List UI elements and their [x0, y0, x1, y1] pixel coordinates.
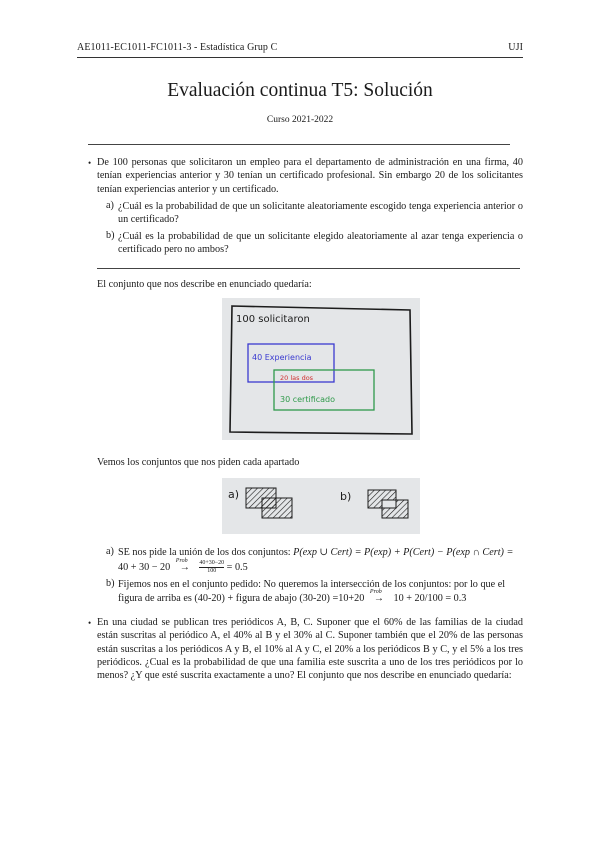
- sketch-b-intersection: [382, 500, 396, 508]
- sets-intro-text-2: Vemos los conjuntos que nos piden cada apartado: [97, 457, 300, 468]
- problem2-statement: En una ciudad se publican tres periódicos A, B, C. Suponer que el 60% de las familias de la ciudad están suscritas al periódico A, el 40% al B y el 30% al C. Suponer también que el 20% de las personas están suscritas a los periódicos A y B, el 10% al A y C, el 20% a los periódicos B y C, y el 5% a los tres periódicos. ¿Cual es la probabilidad de que una familia este suscrita a uno de los tres periódicos por lo menos? ¿Y que esté suscrita exactamente a uno? El conjunto que nos describe en enunciado quedaría:: [97, 617, 523, 682]
- header-rule: [77, 57, 523, 58]
- answer-b-line1: Fijemos nos en el conjunto pedido: No queremos la intersección de los conjuntos: por lo que el: [118, 579, 506, 590]
- problem1-bullet: •: [88, 158, 92, 168]
- question-b-text: ¿Cuál es la probabilidad de que un solicitante elegido aleatoriamente al azar tenga experiencia o certificado pero no ambos?: [118, 231, 523, 256]
- answer-a-fraction-num: 40+30−20: [199, 560, 225, 566]
- intersection-label: 20 las dos: [280, 374, 314, 382]
- answer-a-formula: P(exp ∪ Cert) = P(exp) + P(Cert) − P(exp ∩ Cert) =: [293, 547, 514, 558]
- running-header-right: UJI: [508, 42, 523, 53]
- answer-a-line2: [118, 557, 248, 575]
- hatched-sets-photo: [222, 478, 420, 534]
- answer-a-arrow-label: Prob: [175, 557, 188, 564]
- answer-a-calc: 40 + 30 − 20: [118, 561, 171, 573]
- sketch-a-label: a): [228, 488, 240, 501]
- question-a-text: ¿Cuál es la probabilidad de que un solicitante aleatoriamente escogido tenga experiencia anterior o un certificado?: [118, 201, 523, 226]
- answer-b-arrow-label: Prob: [369, 589, 382, 595]
- answer-a-arrow: Prob →: [173, 561, 197, 574]
- answer-b-arrow: Prob →: [367, 592, 391, 605]
- answer-b-result: 10 + 20/100 = 0.3: [393, 593, 467, 604]
- answer-b-line2: [118, 589, 467, 605]
- course-year: Curso 2021-2022: [266, 115, 334, 125]
- answer-b-label: b): [106, 578, 115, 589]
- sketch-b-label: b): [340, 490, 352, 503]
- question-b-label: b): [106, 230, 115, 241]
- experience-set-label: 40 Experiencia: [252, 353, 312, 362]
- problem2-bullet: •: [88, 618, 92, 628]
- running-header-left: AE1011-EC1011-FC1011-3 - Estadística Grup C: [77, 42, 278, 53]
- question-a-label: a): [106, 200, 114, 211]
- section-separator: [97, 268, 520, 269]
- sets-sketch-photo: [222, 298, 420, 440]
- answer-a-label: a): [106, 546, 114, 557]
- universe-label: 100 solicitaron: [236, 314, 310, 325]
- problem1-statement: De 100 personas que solicitaron un empleo para el departamento de administración en una firma, 40 tenían experiencias anterior y 30 tenían un certificado profesional. Sin embargo 20 de los solicitantes tenían experiencias anterior y un certificado.: [97, 157, 523, 195]
- page-title: Evaluación continua T5: Solución: [167, 80, 433, 101]
- answer-a-text: SE nos pide la unión de los dos conjuntos:: [118, 547, 291, 558]
- title-separator: [88, 144, 510, 145]
- answer-a-fraction: [199, 560, 224, 575]
- set-intro-text: El conjunto que nos describe en enunciado quedaría:: [97, 279, 312, 290]
- answer-b-text: figura de arriba es (40-20) + figura de abajo (30-20) =10+20: [118, 593, 365, 604]
- sketch-a-set-cert: [262, 498, 292, 518]
- answer-a-fraction-den: 100: [207, 568, 217, 574]
- answer-a-result: = 0.5: [226, 561, 248, 573]
- certificate-set-label: 30 certificado: [280, 395, 336, 404]
